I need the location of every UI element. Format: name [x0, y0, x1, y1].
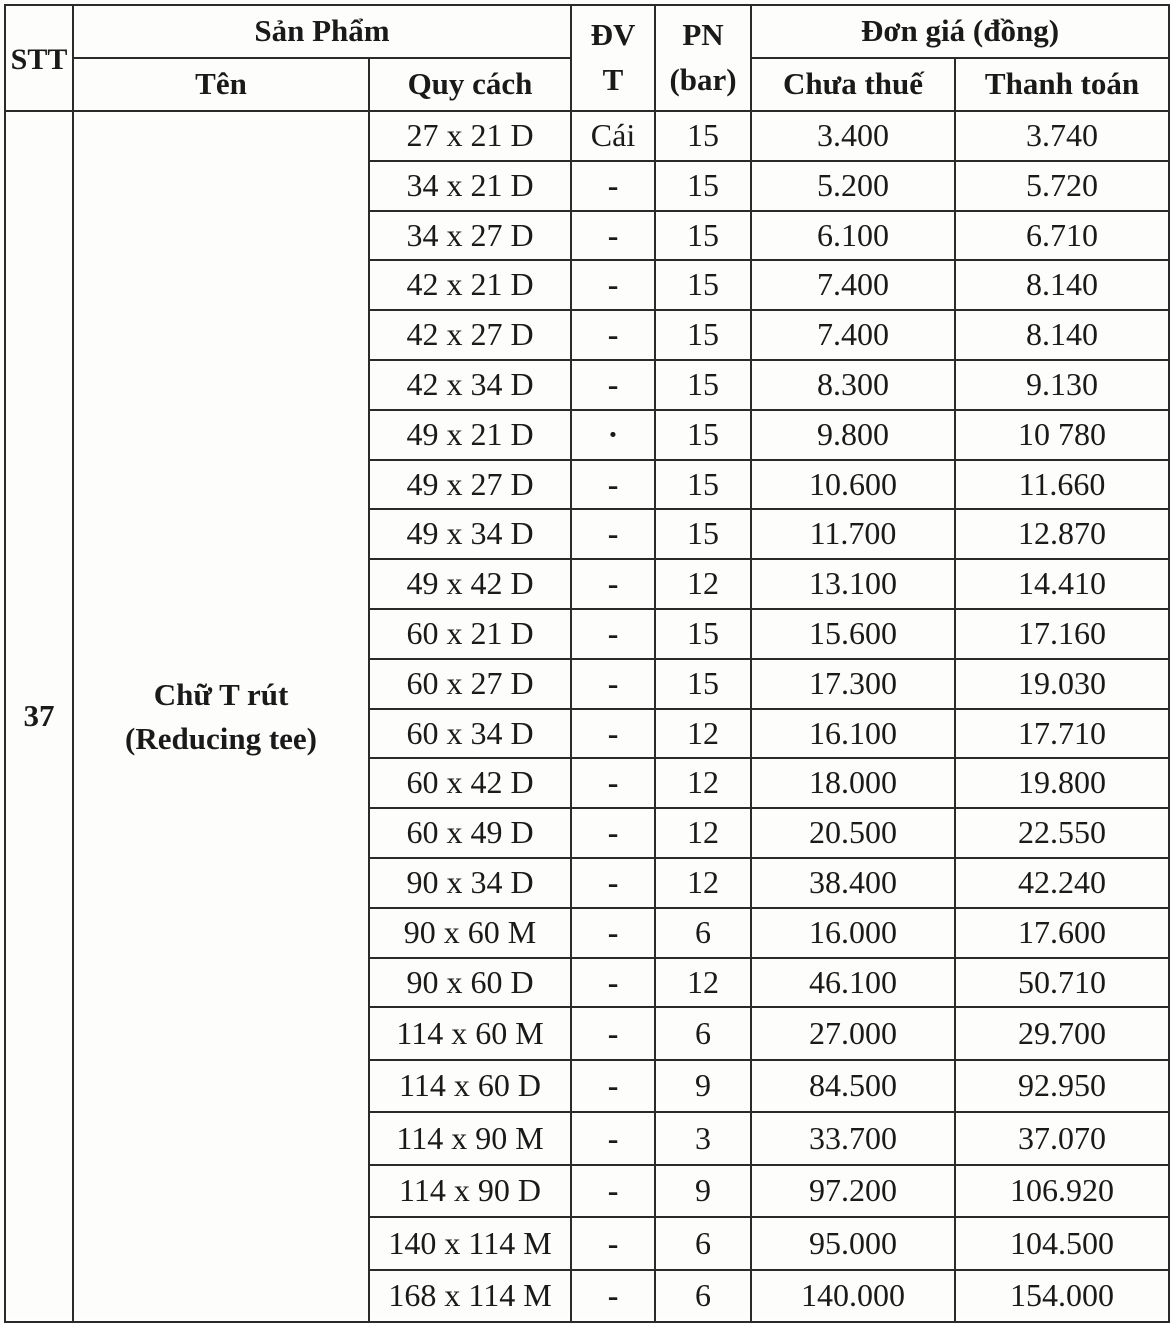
- total-cell: 50.710: [955, 958, 1169, 1008]
- unit-cell: ·: [571, 410, 655, 460]
- price-cell: 7.400: [751, 260, 955, 310]
- pn-cell: 9: [655, 1165, 751, 1218]
- pn-cell: 6: [655, 1217, 751, 1270]
- pn-cell: 9: [655, 1060, 751, 1113]
- header-pn-line1: PN: [682, 17, 724, 53]
- header-pn-line2: (bar): [669, 62, 737, 97]
- header-chua-thue: Chưa thuế: [751, 58, 955, 111]
- price-cell: 140.000: [751, 1270, 955, 1323]
- spec-cell: 60 x 34 D: [369, 709, 571, 759]
- price-cell: 15.600: [751, 609, 955, 659]
- unit-cell: -: [571, 1217, 655, 1270]
- header-dvt-line1: ĐV: [590, 17, 636, 53]
- spec-cell: 90 x 34 D: [369, 858, 571, 908]
- unit-cell: -: [571, 559, 655, 609]
- spec-cell: 49 x 34 D: [369, 509, 571, 559]
- spec-cell: 49 x 42 D: [369, 559, 571, 609]
- price-cell: 11.700: [751, 509, 955, 559]
- pn-cell: 12: [655, 559, 751, 609]
- pn-cell: 15: [655, 211, 751, 261]
- price-cell: 38.400: [751, 858, 955, 908]
- pn-cell: 15: [655, 509, 751, 559]
- unit-cell: -: [571, 360, 655, 410]
- product-name-line1: Chữ T rút: [153, 677, 289, 713]
- header-row-1: [5, 5, 1169, 58]
- spec-cell: 140 x 114 M: [369, 1217, 571, 1270]
- spec-cell: 90 x 60 M: [369, 908, 571, 958]
- header-don-gia: Đơn giá (đồng): [751, 5, 1169, 58]
- total-cell: 11.660: [955, 460, 1169, 510]
- total-cell: 42.240: [955, 858, 1169, 908]
- spec-cell: 60 x 27 D: [369, 659, 571, 709]
- spec-cell: 114 x 90 D: [369, 1165, 571, 1218]
- spec-cell: 60 x 42 D: [369, 758, 571, 808]
- unit-cell: -: [571, 509, 655, 559]
- unit-cell: -: [571, 659, 655, 709]
- total-cell: 9.130: [955, 360, 1169, 410]
- pn-cell: 15: [655, 111, 751, 161]
- price-cell: 16.000: [751, 908, 955, 958]
- header-dvt: [571, 5, 655, 111]
- total-cell: 154.000: [955, 1270, 1169, 1323]
- spec-cell: 60 x 49 D: [369, 808, 571, 858]
- total-cell: 5.720: [955, 161, 1169, 211]
- total-cell: 104.500: [955, 1217, 1169, 1270]
- price-cell: 16.100: [751, 709, 955, 759]
- total-cell: 8.140: [955, 260, 1169, 310]
- total-cell: 10 780: [955, 410, 1169, 460]
- header-ten: Tên: [73, 58, 369, 111]
- price-cell: 13.100: [751, 559, 955, 609]
- unit-cell: -: [571, 709, 655, 759]
- price-cell: 20.500: [751, 808, 955, 858]
- pn-cell: 6: [655, 1007, 751, 1060]
- unit-cell: -: [571, 908, 655, 958]
- unit-cell: -: [571, 260, 655, 310]
- pn-cell: 15: [655, 460, 751, 510]
- spec-cell: 90 x 60 D: [369, 958, 571, 1008]
- pn-cell: 12: [655, 858, 751, 908]
- price-cell: 9.800: [751, 410, 955, 460]
- price-cell: 33.700: [751, 1112, 955, 1165]
- unit-cell: -: [571, 1060, 655, 1113]
- total-cell: 6.710: [955, 211, 1169, 261]
- table-row: [5, 111, 1169, 161]
- total-cell: 3.740: [955, 111, 1169, 161]
- unit-cell: -: [571, 161, 655, 211]
- total-cell: 37.070: [955, 1112, 1169, 1165]
- total-cell: 12.870: [955, 509, 1169, 559]
- header-dvt-line2: T: [602, 62, 624, 97]
- pn-cell: 15: [655, 310, 751, 360]
- price-cell: 97.200: [751, 1165, 955, 1218]
- price-cell: 27.000: [751, 1007, 955, 1060]
- total-cell: 14.410: [955, 559, 1169, 609]
- total-cell: 8.140: [955, 310, 1169, 360]
- price-cell: 8.300: [751, 360, 955, 410]
- header-thanh-toan: Thanh toán: [955, 58, 1169, 111]
- price-cell: 10.600: [751, 460, 955, 510]
- stt-cell: 37: [5, 111, 73, 1322]
- total-cell: 22.550: [955, 808, 1169, 858]
- price-cell: 7.400: [751, 310, 955, 360]
- total-cell: 17.160: [955, 609, 1169, 659]
- spec-cell: 34 x 27 D: [369, 211, 571, 261]
- total-cell: 19.030: [955, 659, 1169, 709]
- unit-cell: -: [571, 460, 655, 510]
- pn-cell: 15: [655, 161, 751, 211]
- pn-cell: 15: [655, 260, 751, 310]
- product-name-line2: (Reducing tee): [125, 720, 317, 756]
- price-cell: 18.000: [751, 758, 955, 808]
- total-cell: 106.920: [955, 1165, 1169, 1218]
- pn-cell: 12: [655, 958, 751, 1008]
- header-pn: [655, 5, 751, 111]
- price-cell: 5.200: [751, 161, 955, 211]
- spec-cell: 27 x 21 D: [369, 111, 571, 161]
- spec-cell: 114 x 90 M: [369, 1112, 571, 1165]
- spec-cell: 114 x 60 M: [369, 1007, 571, 1060]
- total-cell: 29.700: [955, 1007, 1169, 1060]
- unit-cell: -: [571, 211, 655, 261]
- price-cell: 3.400: [751, 111, 955, 161]
- pn-cell: 15: [655, 410, 751, 460]
- total-cell: 17.600: [955, 908, 1169, 958]
- spec-cell: 42 x 21 D: [369, 260, 571, 310]
- unit-cell: -: [571, 1165, 655, 1218]
- header-quy-cach: Quy cách: [369, 58, 571, 111]
- unit-cell: -: [571, 609, 655, 659]
- price-cell: 46.100: [751, 958, 955, 1008]
- spec-cell: 34 x 21 D: [369, 161, 571, 211]
- price-cell: 17.300: [751, 659, 955, 709]
- unit-cell: -: [571, 858, 655, 908]
- header-stt: STT: [5, 5, 73, 111]
- total-cell: 92.950: [955, 1060, 1169, 1113]
- unit-cell: -: [571, 758, 655, 808]
- total-cell: 17.710: [955, 709, 1169, 759]
- total-cell: 19.800: [955, 758, 1169, 808]
- pn-cell: 15: [655, 659, 751, 709]
- unit-cell: -: [571, 1270, 655, 1323]
- unit-cell: -: [571, 310, 655, 360]
- pn-cell: 12: [655, 758, 751, 808]
- unit-cell: -: [571, 1007, 655, 1060]
- price-cell: 6.100: [751, 211, 955, 261]
- unit-cell: -: [571, 1112, 655, 1165]
- price-cell: 95.000: [751, 1217, 955, 1270]
- unit-cell: -: [571, 808, 655, 858]
- unit-cell: -: [571, 958, 655, 1008]
- product-name-cell: [73, 111, 369, 1322]
- header-san-pham: Sản Phẩm: [73, 5, 571, 58]
- spec-cell: 42 x 27 D: [369, 310, 571, 360]
- pn-cell: 6: [655, 908, 751, 958]
- price-cell: 84.500: [751, 1060, 955, 1113]
- pn-cell: 15: [655, 360, 751, 410]
- spec-cell: 60 x 21 D: [369, 609, 571, 659]
- price-table: [4, 4, 1170, 1323]
- pn-cell: 12: [655, 709, 751, 759]
- pn-cell: 6: [655, 1270, 751, 1323]
- pn-cell: 15: [655, 609, 751, 659]
- spec-cell: 168 x 114 M: [369, 1270, 571, 1323]
- spec-cell: 42 x 34 D: [369, 360, 571, 410]
- spec-cell: 49 x 27 D: [369, 460, 571, 510]
- spec-cell: 114 x 60 D: [369, 1060, 571, 1113]
- table-body: [5, 111, 1169, 1322]
- spec-cell: 49 x 21 D: [369, 410, 571, 460]
- pn-cell: 3: [655, 1112, 751, 1165]
- unit-cell: Cái: [571, 111, 655, 161]
- pn-cell: 12: [655, 808, 751, 858]
